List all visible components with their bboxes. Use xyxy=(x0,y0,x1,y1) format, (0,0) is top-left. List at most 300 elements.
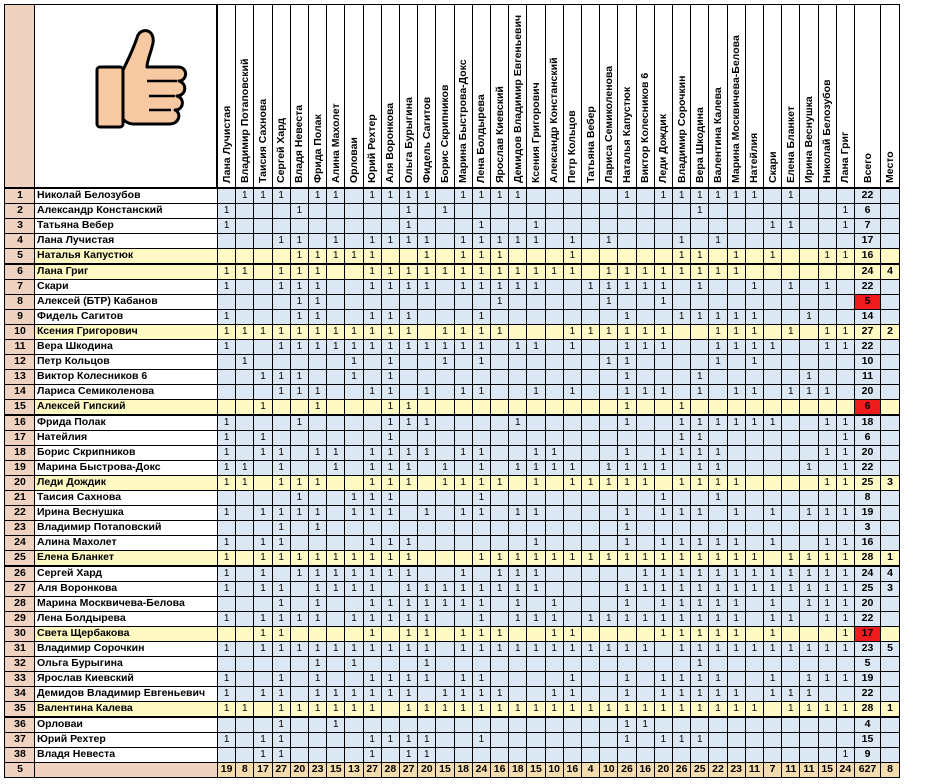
vote-cell xyxy=(781,309,800,325)
vote-cell xyxy=(399,369,418,385)
vote-cell xyxy=(836,520,855,536)
vote-cell: 1 xyxy=(363,233,382,249)
column-header-label: Ирина Веснушка xyxy=(802,96,815,183)
vote-cell: 1 xyxy=(290,369,309,385)
column-total: 11 xyxy=(781,762,800,778)
vote-cell: 1 xyxy=(836,445,855,461)
vote-cell xyxy=(308,717,327,733)
vote-cell: 1 xyxy=(217,415,236,431)
vote-cell xyxy=(326,656,345,672)
vote-cell xyxy=(763,550,782,566)
vote-cell: 1 xyxy=(399,596,418,612)
row-name: Орловаи xyxy=(34,717,218,733)
vote-cell xyxy=(545,399,564,415)
vote-cell xyxy=(727,354,746,370)
vote-cell xyxy=(654,656,673,672)
vote-cell: 1 xyxy=(708,671,727,687)
vote-cell: 1 xyxy=(690,732,709,748)
vote-cell xyxy=(563,505,582,521)
vote-cell xyxy=(599,626,618,642)
vote-cell xyxy=(381,717,400,733)
vote-cell: 1 xyxy=(272,324,291,340)
vote-cell xyxy=(417,399,436,415)
vote-cell: 1 xyxy=(344,324,363,340)
vote-cell xyxy=(708,520,727,536)
vote-cell xyxy=(235,294,254,310)
vote-cell: 1 xyxy=(363,535,382,551)
vote-cell: 1 xyxy=(381,535,400,551)
row-number: 26 xyxy=(4,566,36,582)
vote-cell xyxy=(636,203,655,219)
column-header xyxy=(727,4,746,188)
vote-cell: 1 xyxy=(326,445,345,461)
vote-cell xyxy=(818,686,837,702)
column-header xyxy=(253,4,272,188)
vote-cell: 1 xyxy=(417,581,436,597)
vote-cell xyxy=(617,430,636,446)
vote-cell: 1 xyxy=(399,399,418,415)
vote-cell xyxy=(745,399,764,415)
vote-cell: 1 xyxy=(526,445,545,461)
vote-cell xyxy=(745,203,764,219)
vote-cell: 1 xyxy=(454,686,473,702)
vote-cell xyxy=(344,233,363,249)
vote-cell xyxy=(435,535,454,551)
vote-cell: 1 xyxy=(272,445,291,461)
vote-cell xyxy=(253,203,272,219)
vote-cell xyxy=(781,369,800,385)
vote-cell: 1 xyxy=(617,354,636,370)
vote-cell xyxy=(272,354,291,370)
place-header-label: Место xyxy=(884,151,896,183)
vote-cell xyxy=(363,415,382,431)
vote-cell xyxy=(545,309,564,325)
column-header xyxy=(308,4,327,188)
vote-cell: 1 xyxy=(763,611,782,627)
vote-cell: 1 xyxy=(454,279,473,295)
vote-cell xyxy=(235,671,254,687)
vote-cell xyxy=(581,218,600,234)
vote-cell: 1 xyxy=(636,384,655,400)
vote-cell xyxy=(272,309,291,325)
vote-cell: 1 xyxy=(836,475,855,491)
vote-cell: 1 xyxy=(290,475,309,491)
vote-cell xyxy=(581,248,600,264)
vote-cell: 1 xyxy=(290,294,309,310)
vote-cell: 1 xyxy=(381,686,400,702)
vote-cell: 1 xyxy=(690,430,709,446)
vote-cell: 1 xyxy=(253,611,272,627)
vote-cell xyxy=(253,233,272,249)
vote-cell xyxy=(581,566,600,582)
vote-cell: 1 xyxy=(399,188,418,204)
vote-cell: 1 xyxy=(435,475,454,491)
vote-cell xyxy=(581,460,600,476)
vote-cell xyxy=(508,354,527,370)
row-number: 21 xyxy=(4,490,36,506)
vote-cell xyxy=(435,656,454,672)
vote-cell: 1 xyxy=(308,671,327,687)
row-number: 33 xyxy=(4,671,36,687)
vote-cell: 1 xyxy=(344,656,363,672)
vote-cell: 1 xyxy=(454,641,473,657)
total-header xyxy=(854,4,881,188)
vote-cell: 1 xyxy=(636,641,655,657)
vote-cell: 1 xyxy=(727,415,746,431)
vote-cell xyxy=(599,248,618,264)
vote-cell: 1 xyxy=(745,550,764,566)
vote-cell: 1 xyxy=(599,324,618,340)
vote-cell xyxy=(253,717,272,733)
vote-cell xyxy=(399,717,418,733)
vote-cell: 1 xyxy=(617,732,636,748)
column-header xyxy=(745,4,764,188)
vote-cell: 1 xyxy=(818,641,837,657)
row-place xyxy=(880,596,900,612)
vote-cell xyxy=(344,717,363,733)
row-total: 16 xyxy=(854,248,881,264)
vote-cell: 1 xyxy=(490,701,509,717)
vote-cell xyxy=(599,505,618,521)
vote-cell: 1 xyxy=(818,611,837,627)
vote-cell xyxy=(563,218,582,234)
vote-cell xyxy=(763,445,782,461)
vote-cell: 1 xyxy=(617,384,636,400)
vote-cell: 1 xyxy=(727,505,746,521)
column-total: 10 xyxy=(545,762,564,778)
vote-cell xyxy=(763,384,782,400)
vote-cell xyxy=(636,626,655,642)
vote-cell xyxy=(399,430,418,446)
vote-cell: 1 xyxy=(745,188,764,204)
row-name: Владимир Сорочкин xyxy=(34,641,218,657)
vote-cell xyxy=(581,369,600,385)
vote-cell: 1 xyxy=(344,686,363,702)
vote-cell xyxy=(417,475,436,491)
vote-cell: 1 xyxy=(272,475,291,491)
vote-cell: 1 xyxy=(708,264,727,280)
vote-cell xyxy=(490,369,509,385)
vote-cell xyxy=(763,294,782,310)
vote-cell xyxy=(235,339,254,355)
vote-cell xyxy=(563,656,582,672)
column-header-label: Лана Лучистая xyxy=(220,105,233,183)
row-total: 9 xyxy=(854,747,881,763)
vote-cell xyxy=(636,369,655,385)
row-number: 29 xyxy=(4,611,36,627)
vote-cell: 1 xyxy=(781,686,800,702)
vote-cell: 1 xyxy=(708,324,727,340)
vote-cell: 1 xyxy=(818,596,837,612)
vote-cell xyxy=(836,279,855,295)
vote-cell: 1 xyxy=(745,339,764,355)
vote-cell xyxy=(581,188,600,204)
vote-cell xyxy=(617,203,636,219)
row-number: 28 xyxy=(4,596,36,612)
vote-cell xyxy=(636,732,655,748)
vote-cell xyxy=(727,203,746,219)
column-header xyxy=(490,4,509,188)
vote-cell xyxy=(745,248,764,264)
vote-cell: 1 xyxy=(308,686,327,702)
column-header xyxy=(563,4,582,188)
vote-cell xyxy=(672,520,691,536)
vote-cell: 1 xyxy=(763,671,782,687)
row-place xyxy=(880,460,900,476)
place-header xyxy=(880,4,900,188)
vote-cell xyxy=(490,490,509,506)
column-header-label: Петр Кольцов xyxy=(566,110,579,183)
column-header xyxy=(818,4,837,188)
column-header xyxy=(363,4,382,188)
vote-cell xyxy=(745,505,764,521)
vote-cell: 1 xyxy=(799,460,818,476)
vote-cell: 1 xyxy=(399,581,418,597)
vote-cell xyxy=(490,218,509,234)
vote-cell xyxy=(818,264,837,280)
vote-cell: 1 xyxy=(745,581,764,597)
row-name: Ярослав Киевский xyxy=(34,671,218,687)
vote-cell: 1 xyxy=(290,490,309,506)
vote-cell xyxy=(344,747,363,763)
vote-cell xyxy=(599,188,618,204)
vote-cell xyxy=(363,520,382,536)
vote-cell xyxy=(781,399,800,415)
vote-cell: 1 xyxy=(217,475,236,491)
vote-cell: 1 xyxy=(472,324,491,340)
vote-cell: 1 xyxy=(799,671,818,687)
vote-cell: 1 xyxy=(636,566,655,582)
vote-cell: 1 xyxy=(472,279,491,295)
vote-cell xyxy=(235,717,254,733)
row-number: 30 xyxy=(4,626,36,642)
vote-cell xyxy=(217,596,236,612)
row-number: 15 xyxy=(4,399,36,415)
vote-cell xyxy=(526,747,545,763)
vote-cell: 1 xyxy=(454,339,473,355)
row-total: 17 xyxy=(854,233,881,249)
vote-cell: 1 xyxy=(472,671,491,687)
column-header-label: Наталья Капустюк xyxy=(620,86,633,183)
vote-cell xyxy=(818,430,837,446)
row-number: 38 xyxy=(4,747,36,763)
row-place xyxy=(880,415,900,431)
vote-cell xyxy=(217,384,236,400)
vote-cell xyxy=(563,732,582,748)
vote-cell: 1 xyxy=(617,279,636,295)
vote-cell xyxy=(526,415,545,431)
vote-cell: 1 xyxy=(690,701,709,717)
vote-cell: 1 xyxy=(708,415,727,431)
vote-cell: 1 xyxy=(272,520,291,536)
vote-cell: 1 xyxy=(363,324,382,340)
vote-cell: 1 xyxy=(617,339,636,355)
vote-cell: 1 xyxy=(563,233,582,249)
vote-cell: 1 xyxy=(818,445,837,461)
vote-cell: 1 xyxy=(381,339,400,355)
vote-cell xyxy=(508,309,527,325)
vote-cell xyxy=(508,430,527,446)
vote-cell xyxy=(745,490,764,506)
vote-cell xyxy=(654,203,673,219)
vote-cell xyxy=(599,656,618,672)
vote-cell xyxy=(235,732,254,748)
vote-cell xyxy=(617,218,636,234)
vote-cell xyxy=(526,369,545,385)
vote-cell xyxy=(799,188,818,204)
vote-cell: 1 xyxy=(490,248,509,264)
column-header-label: Алина Махолет xyxy=(329,103,342,183)
vote-cell xyxy=(672,279,691,295)
vote-cell: 1 xyxy=(399,475,418,491)
vote-cell xyxy=(636,535,655,551)
vote-cell xyxy=(563,430,582,446)
vote-cell xyxy=(563,369,582,385)
vote-cell xyxy=(636,520,655,536)
vote-cell xyxy=(672,369,691,385)
vote-cell xyxy=(708,279,727,295)
vote-cell: 1 xyxy=(508,339,527,355)
row-number: 2 xyxy=(4,203,36,219)
vote-cell xyxy=(672,203,691,219)
vote-cell xyxy=(636,445,655,461)
vote-cell xyxy=(818,460,837,476)
vote-cell: 1 xyxy=(654,445,673,461)
vote-cell: 1 xyxy=(217,671,236,687)
vote-cell xyxy=(490,354,509,370)
vote-cell xyxy=(326,309,345,325)
vote-cell: 1 xyxy=(272,596,291,612)
column-header-label: Виктор Колесников 6 xyxy=(639,72,652,183)
vote-cell: 1 xyxy=(217,732,236,748)
vote-cell: 1 xyxy=(326,641,345,657)
vote-cell: 1 xyxy=(836,505,855,521)
vote-cell xyxy=(727,490,746,506)
column-total: 10 xyxy=(599,762,618,778)
column-total: 19 xyxy=(217,762,236,778)
vote-cell: 1 xyxy=(417,732,436,748)
vote-cell xyxy=(763,203,782,219)
vote-cell: 1 xyxy=(253,324,272,340)
vote-cell xyxy=(690,747,709,763)
vote-cell: 1 xyxy=(435,686,454,702)
vote-cell: 1 xyxy=(472,233,491,249)
vote-cell xyxy=(672,324,691,340)
vote-cell xyxy=(672,218,691,234)
vote-cell: 1 xyxy=(272,460,291,476)
row-number: 12 xyxy=(4,354,36,370)
column-header xyxy=(836,4,855,188)
vote-cell: 1 xyxy=(617,369,636,385)
vote-cell xyxy=(272,294,291,310)
vote-cell xyxy=(435,384,454,400)
vote-cell xyxy=(654,399,673,415)
vote-cell xyxy=(545,430,564,446)
vote-cell xyxy=(490,309,509,325)
vote-cell xyxy=(363,656,382,672)
vote-cell xyxy=(508,490,527,506)
vote-cell xyxy=(763,354,782,370)
vote-cell: 1 xyxy=(727,248,746,264)
vote-cell: 1 xyxy=(654,188,673,204)
row-number: 6 xyxy=(4,264,36,280)
vote-cell: 1 xyxy=(490,550,509,566)
vote-cell: 1 xyxy=(290,248,309,264)
vote-cell xyxy=(563,188,582,204)
vote-cell: 1 xyxy=(708,233,727,249)
column-header-label: Лена Болдырева xyxy=(475,94,488,183)
vote-cell xyxy=(381,248,400,264)
row-name: Николай Белозубов xyxy=(34,188,218,204)
vote-cell: 1 xyxy=(399,279,418,295)
vote-cell: 1 xyxy=(799,384,818,400)
vote-cell xyxy=(599,399,618,415)
vote-cell: 1 xyxy=(708,566,727,582)
vote-cell xyxy=(563,279,582,295)
row-total: 28 xyxy=(854,550,881,566)
vote-cell: 1 xyxy=(617,641,636,657)
vote-cell xyxy=(617,656,636,672)
row-place xyxy=(880,279,900,295)
vote-cell xyxy=(727,279,746,295)
vote-cell xyxy=(690,520,709,536)
vote-cell: 1 xyxy=(818,505,837,521)
vote-cell: 1 xyxy=(326,248,345,264)
vote-cell xyxy=(454,732,473,748)
vote-cell xyxy=(490,520,509,536)
vote-cell xyxy=(272,218,291,234)
vote-cell: 1 xyxy=(617,460,636,476)
vote-cell: 1 xyxy=(472,354,491,370)
vote-cell xyxy=(818,717,837,733)
row-name: Петр Кольцов xyxy=(34,354,218,370)
row-name: Скари xyxy=(34,279,218,295)
row-total: 22 xyxy=(854,339,881,355)
vote-cell: 1 xyxy=(526,550,545,566)
vote-cell xyxy=(636,596,655,612)
row-total: 22 xyxy=(854,686,881,702)
vote-cell xyxy=(818,626,837,642)
vote-cell: 1 xyxy=(290,701,309,717)
vote-cell xyxy=(435,671,454,687)
vote-cell: 1 xyxy=(217,641,236,657)
vote-cell xyxy=(636,248,655,264)
vote-cell xyxy=(745,460,764,476)
vote-cell xyxy=(526,324,545,340)
vote-cell: 1 xyxy=(818,701,837,717)
vote-cell xyxy=(417,203,436,219)
vote-cell xyxy=(781,339,800,355)
vote-cell xyxy=(745,294,764,310)
column-header-label: Ольга Бурыгина xyxy=(402,97,415,183)
vote-cell: 1 xyxy=(290,384,309,400)
vote-cell: 1 xyxy=(617,611,636,627)
vote-cell xyxy=(508,294,527,310)
vote-cell: 1 xyxy=(545,611,564,627)
vote-cell xyxy=(435,248,454,264)
vote-cell xyxy=(581,354,600,370)
row-name: Валентина Калева xyxy=(34,701,218,717)
vote-cell xyxy=(836,732,855,748)
vote-cell xyxy=(545,415,564,431)
vote-cell: 1 xyxy=(654,566,673,582)
vote-cell: 1 xyxy=(399,445,418,461)
vote-cell xyxy=(308,732,327,748)
vote-cell: 1 xyxy=(308,701,327,717)
vote-cell: 1 xyxy=(690,264,709,280)
vote-cell xyxy=(836,233,855,249)
column-header xyxy=(435,4,454,188)
